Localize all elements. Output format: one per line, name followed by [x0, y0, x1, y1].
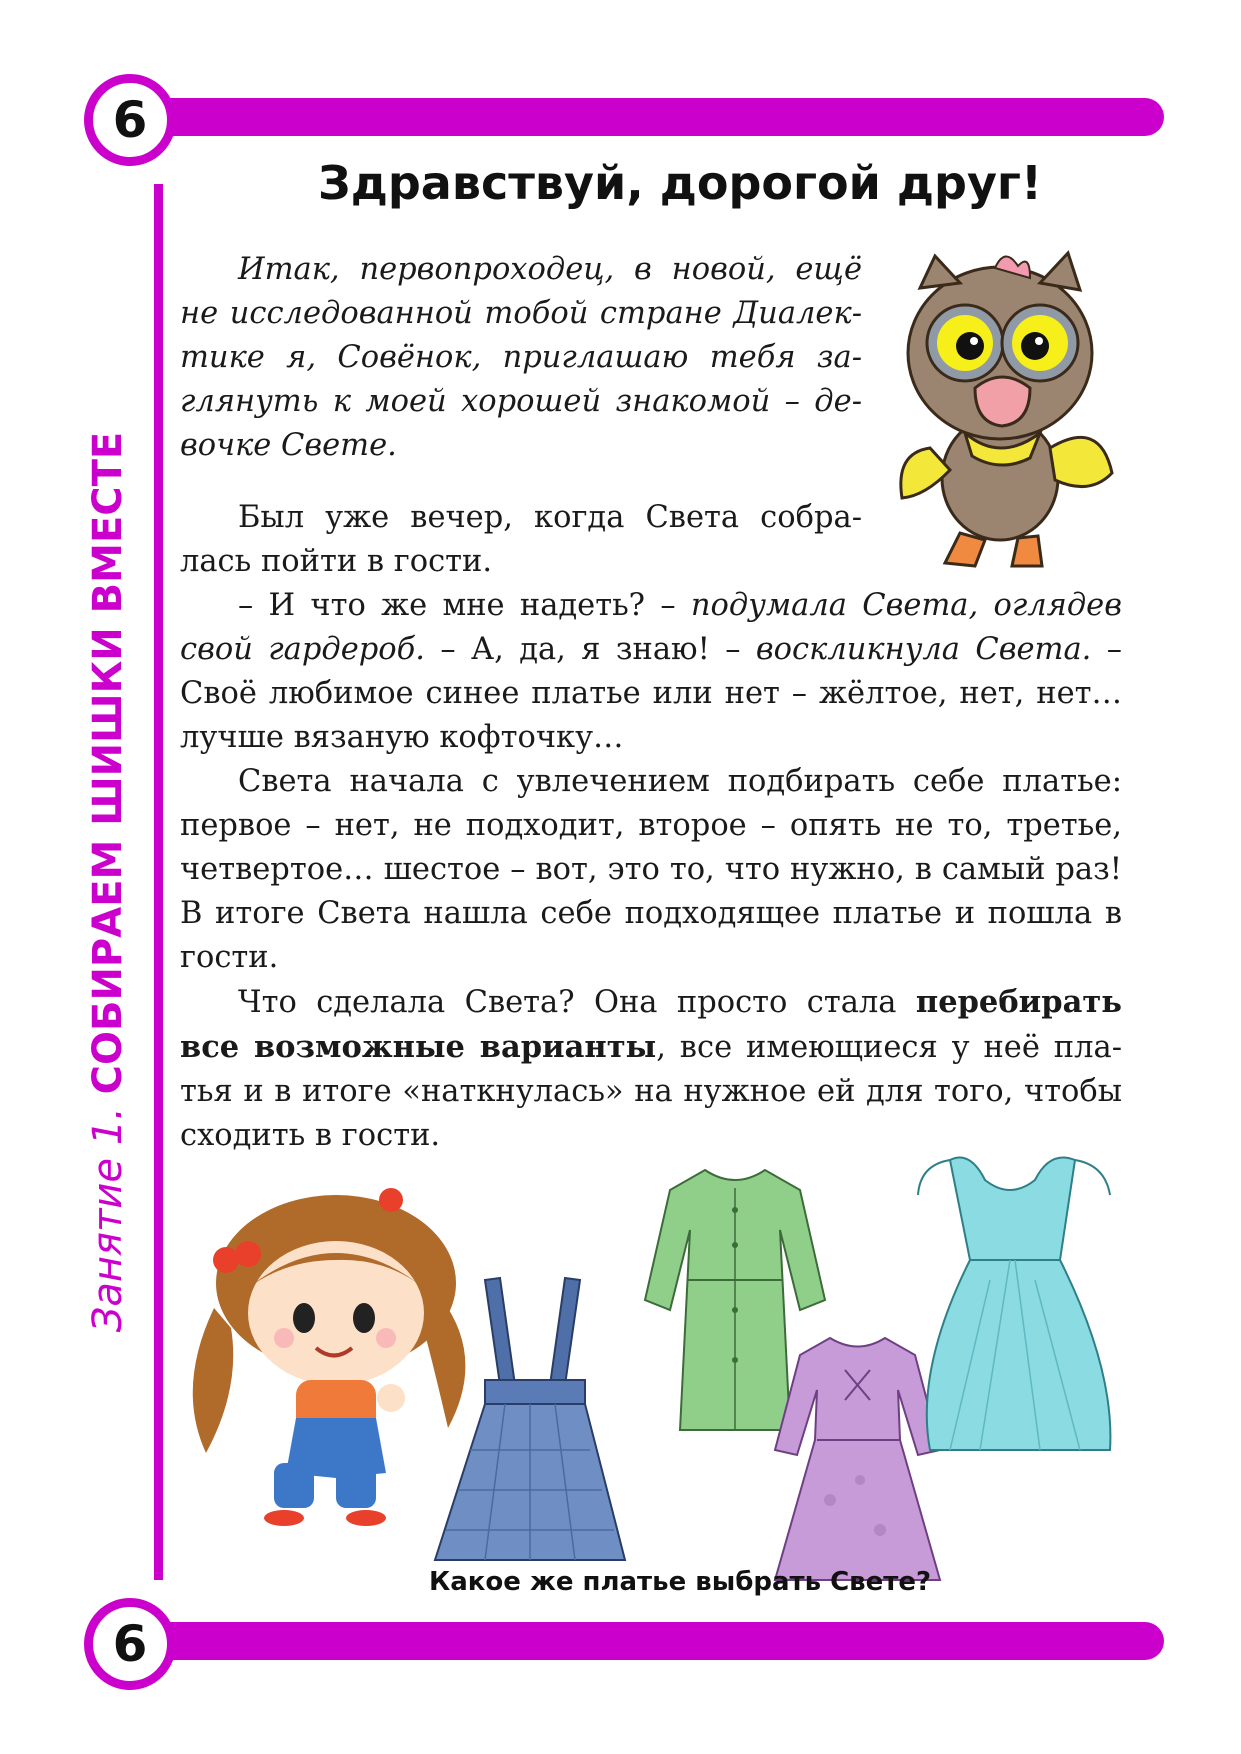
side-rule: [154, 184, 163, 1580]
story-paragraph-4: [180, 980, 1122, 1158]
header-bar: [150, 98, 1164, 136]
side-heading: [78, 382, 138, 1382]
footer-bar: [150, 1622, 1164, 1660]
p4-text-a: Что сделала Света? Она просто стала: [238, 985, 916, 1020]
page-title: Здравствуй, дорогой друг!: [318, 156, 1042, 210]
remark-1: подумала Света, оглядев свой гардероб.: [180, 588, 1122, 667]
story-paragraph-1: Был уже вечер, когда Света собралась пойти в гости.: [180, 500, 862, 579]
story-paragraph-3: Света начала с увлечением подбирать себе платье: первое – нет, не подходит, второе – опять не то, третье, четвертое… шестое – вот, это то, что нужно, в самый раз! В итоге Света нашла себе подходящее платье и пошла в гости.: [180, 764, 1122, 975]
lesson-number: Занятие 1.: [85, 1107, 131, 1333]
speech-2: – А, да, я знаю! –: [424, 632, 756, 667]
intro-paragraph: Итак, первопроходец, в новой, ещё не исследованной тобой стране Диалектике я, Совёнок, приглашаю тебя заглянуть к моей хорошей знакомой – девочке Свете.: [180, 252, 862, 463]
page-number-top: 6: [84, 74, 176, 166]
story-paragraph-2: [180, 584, 1122, 760]
p4-emphasis: перебирать все возможные варианты: [180, 984, 1122, 1065]
turquoise-gown-illustration: [910, 1140, 1120, 1460]
speech-3: – Своё любимое синее платье или нет – жёлтое, нет, нет… лучше вязаную кофточку…: [180, 632, 1122, 755]
skirt-illustration: [430, 1270, 630, 1570]
remark-2: воскликнула Света.: [755, 632, 1092, 667]
page-number-bottom: 6: [84, 1598, 176, 1690]
owl-illustration: [890, 248, 1135, 578]
lesson-topic: СОБИРАЕМ ШИШКИ ВМЕСТЕ: [85, 431, 131, 1095]
caption: Какое же платье выбрать Свете?: [428, 1567, 932, 1597]
p4-text-b: , все имеющиеся у неё платья и в итоге «наткнулась» на нужное ей для того, чтобы сходить в гости.: [180, 1030, 1122, 1153]
speech-1: – И что же мне надеть? –: [238, 588, 691, 623]
